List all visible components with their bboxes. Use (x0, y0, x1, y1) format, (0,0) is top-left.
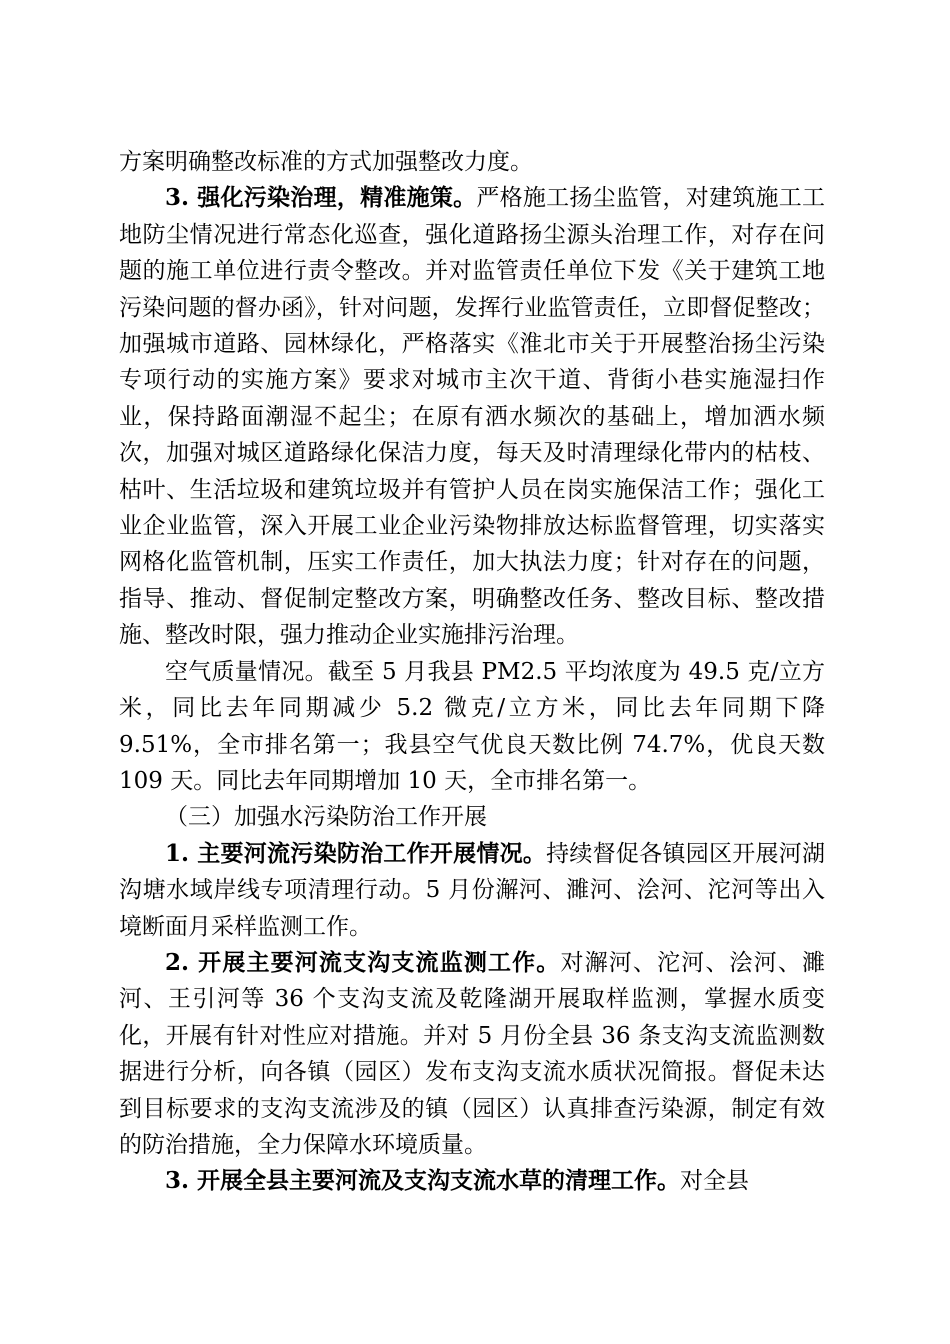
paragraph-lead-heading: 3. 开展全县主要河流及支沟支流水草的清理工作。 (165, 1167, 681, 1195)
paragraph-continuation (119, 144, 825, 180)
paragraph-tributary-monitoring (119, 945, 825, 1163)
paragraph-text: 严格施工扬尘监管，对建筑施工工地防尘情况进行常态化巡查，强化道路扬尘源头治理工作，对存在问题的施工单位进行责令整改。并对监管责任单位下发《关于建筑工地污染问题的督办函》，针对问题，发挥行业监管责任，立即督促整改；加强城市道路、园林绿化，严格落实《淮北市关于开展整治扬尘污染专项行动的实施方案》要求对城市主次干道、背街小巷实施湿扫作业，保持路面潮湿不起尘；在原有洒水频次的基础上，增加洒水频次，加强对城区道路绿化保洁力度，每天及时清理绿化带内的枯枝、枯叶、生活垃圾和建筑垃圾并有管护人员在岗实施保洁工作；强化工业企业监管，深入开展工业企业污染物排放达标监督管理，切实落实网格化监管机制，压实工作责任，加大执法力度；针对存在的问题，指导、推动、督促制定整改方案，明确整改任务、整改目标、整改措施、整改时限，强力推动企业实施排污治理。 (119, 185, 825, 649)
paragraph-text: 对全县 (680, 1168, 750, 1195)
paragraph-pollution-control (119, 180, 825, 653)
paragraph-air-quality (119, 654, 825, 800)
paragraph-lead-heading: 2. 开展主要河流支沟支流监测工作。 (165, 948, 561, 976)
section-heading-text: （三）加强水污染防治工作开展 (165, 804, 487, 831)
paragraph-river-pollution (119, 836, 825, 945)
paragraph-text: 对澥河、沱河、浍河、濉河、王引河等 36 个支沟支流及乾隆湖开展取样监测，掌握水质变化，开展有针对性应对措施。并对 5 月份全县 36 条支沟支流监测数据进行分析，向各镇（园区）发布支沟支流水质状况简报。督促未达到目标要求的支沟支流涉及的镇（园区）认真排查污染源，制定有效的防治措施，全力保障水环境质量。 (119, 949, 825, 1158)
paragraph-weed-cleanup (119, 1163, 825, 1199)
document-body (119, 144, 825, 1200)
section-heading-water-pollution (119, 799, 825, 835)
paragraph-text: 空气质量情况。截至 5 月我县 PM2.5 平均浓度为 49.5 克/立方米，同比去年同期减少 5.2 微克/立方米，同比去年同期下降 9.51%，全市排名第一；我县空气优良天数比例 74.7%，优良天数 109 天。同比去年同期增加 10 天，全市排名第一。 (119, 658, 825, 794)
paragraph-lead-heading: 3. 强化污染治理，精准施策。 (165, 184, 477, 212)
paragraph-lead-heading: 1. 主要河流污染防治工作开展情况。 (165, 839, 547, 867)
paragraph-text: 持续督促各镇园区开展河湖沟塘水域岸线专项清理行动。5 月份澥河、濉河、浍河、沱河等出入境断面月采样监测工作。 (119, 840, 825, 940)
paragraph-text: 方案明确整改标准的方式加强整改力度。 (119, 149, 533, 175)
